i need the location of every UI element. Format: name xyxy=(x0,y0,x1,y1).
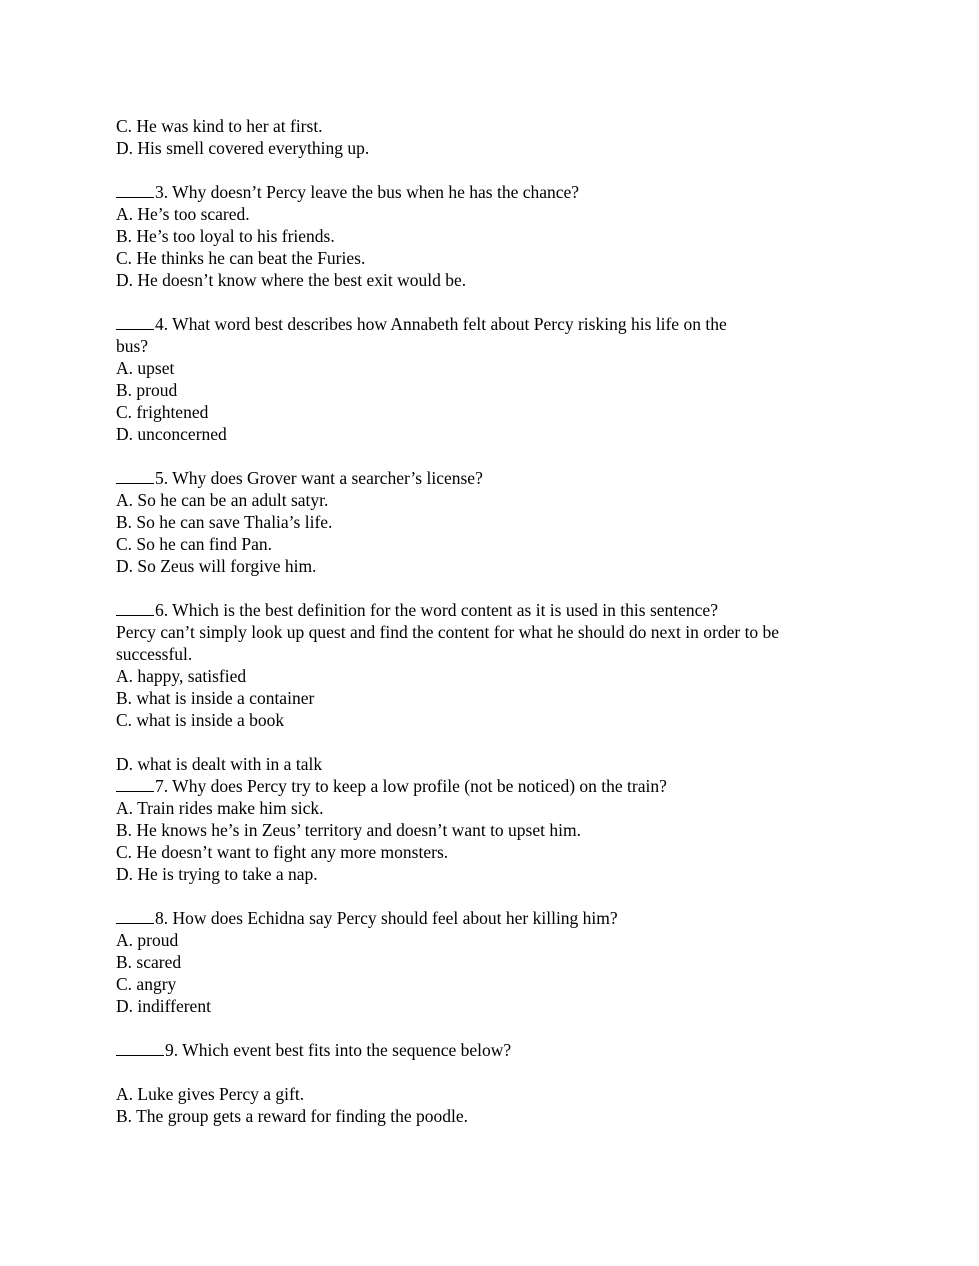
q4-question-cont: bus? xyxy=(116,336,149,356)
q3-option-c: C. He thinks he can beat the Furies. xyxy=(116,248,366,268)
q6-sentence-line2: successful. xyxy=(116,644,193,664)
q4-question xyxy=(116,313,876,335)
q5-option-c: C. So he can find Pan. xyxy=(116,534,273,554)
q7-option-a: A. Train rides make him sick. xyxy=(116,798,324,818)
q9-option-b: B. The group gets a reward for finding the poodle. xyxy=(116,1106,469,1126)
q7-option-b: B. He knows he’s in Zeus’ territory and doesn’t want to upset him. xyxy=(116,820,581,840)
q9-question xyxy=(116,1039,876,1061)
q5-option-b: B. So he can save Thalia’s life. xyxy=(116,512,333,532)
answer-blank-8[interactable] xyxy=(116,909,154,924)
answer-blank-9[interactable] xyxy=(116,1041,164,1056)
q4-option-d: D. unconcerned xyxy=(116,424,227,444)
q4-option-b: B. proud xyxy=(116,380,178,400)
worksheet-page xyxy=(116,115,876,1127)
q6-question xyxy=(116,599,876,621)
q5-question xyxy=(116,467,876,489)
q9-option-a: A. Luke gives Percy a gift. xyxy=(116,1084,305,1104)
q5-option-d: D. So Zeus will forgive him. xyxy=(116,556,317,576)
q6-question-text: 6. Which is the best definition for the word content as it is used in this sentence? xyxy=(155,600,718,620)
q8-option-a: A. proud xyxy=(116,930,179,950)
q3-option-b: B. He’s too loyal to his friends. xyxy=(116,226,335,246)
answer-blank-7[interactable] xyxy=(116,777,154,792)
q5-option-a: A. So he can be an adult satyr. xyxy=(116,490,329,510)
q3-option-d: D. He doesn’t know where the best exit would be. xyxy=(116,270,467,290)
q7-question xyxy=(116,775,876,797)
q2-option-c: C. He was kind to her at first. xyxy=(116,116,323,136)
q8-option-d: D. indifferent xyxy=(116,996,211,1016)
q3-question xyxy=(116,181,876,203)
q7-option-c: C. He doesn’t want to fight any more monsters. xyxy=(116,842,449,862)
answer-blank-6[interactable] xyxy=(116,601,154,616)
q8-option-c: C. angry xyxy=(116,974,177,994)
q8-option-b: B. scared xyxy=(116,952,182,972)
q5-question-text: 5. Why does Grover want a searcher’s license? xyxy=(155,468,483,488)
q6-option-a: A. happy, satisfied xyxy=(116,666,247,686)
answer-blank-4[interactable] xyxy=(116,315,154,330)
q7-option-d: D. He is trying to take a nap. xyxy=(116,864,318,884)
q6-option-d: D. what is dealt with in a talk xyxy=(116,754,323,774)
q4-option-c: C. frightened xyxy=(116,402,209,422)
q9-question-text: 9. Which event best fits into the sequence below? xyxy=(165,1040,512,1060)
q6-sentence-line1: Percy can’t simply look up quest and find the content for what he should do next in order to be xyxy=(116,622,780,642)
answer-blank-3[interactable] xyxy=(116,183,154,198)
answer-blank-5[interactable] xyxy=(116,469,154,484)
q3-option-a: A. He’s too scared. xyxy=(116,204,250,224)
q6-option-c: C. what is inside a book xyxy=(116,710,285,730)
q4-question-text: 4. What word best describes how Annabeth felt about Percy risking his life on the xyxy=(155,314,727,334)
q6-option-b: B. what is inside a container xyxy=(116,688,315,708)
q3-question-text: 3. Why doesn’t Percy leave the bus when he has the chance? xyxy=(155,182,580,202)
q7-question-text: 7. Why does Percy try to keep a low profile (not be noticed) on the train? xyxy=(155,776,667,796)
q2-option-d: D. His smell covered everything up. xyxy=(116,138,370,158)
q4-option-a: A. upset xyxy=(116,358,175,378)
q8-question xyxy=(116,907,876,929)
q8-question-text: 8. How does Echidna say Percy should feel about her killing him? xyxy=(155,908,618,928)
